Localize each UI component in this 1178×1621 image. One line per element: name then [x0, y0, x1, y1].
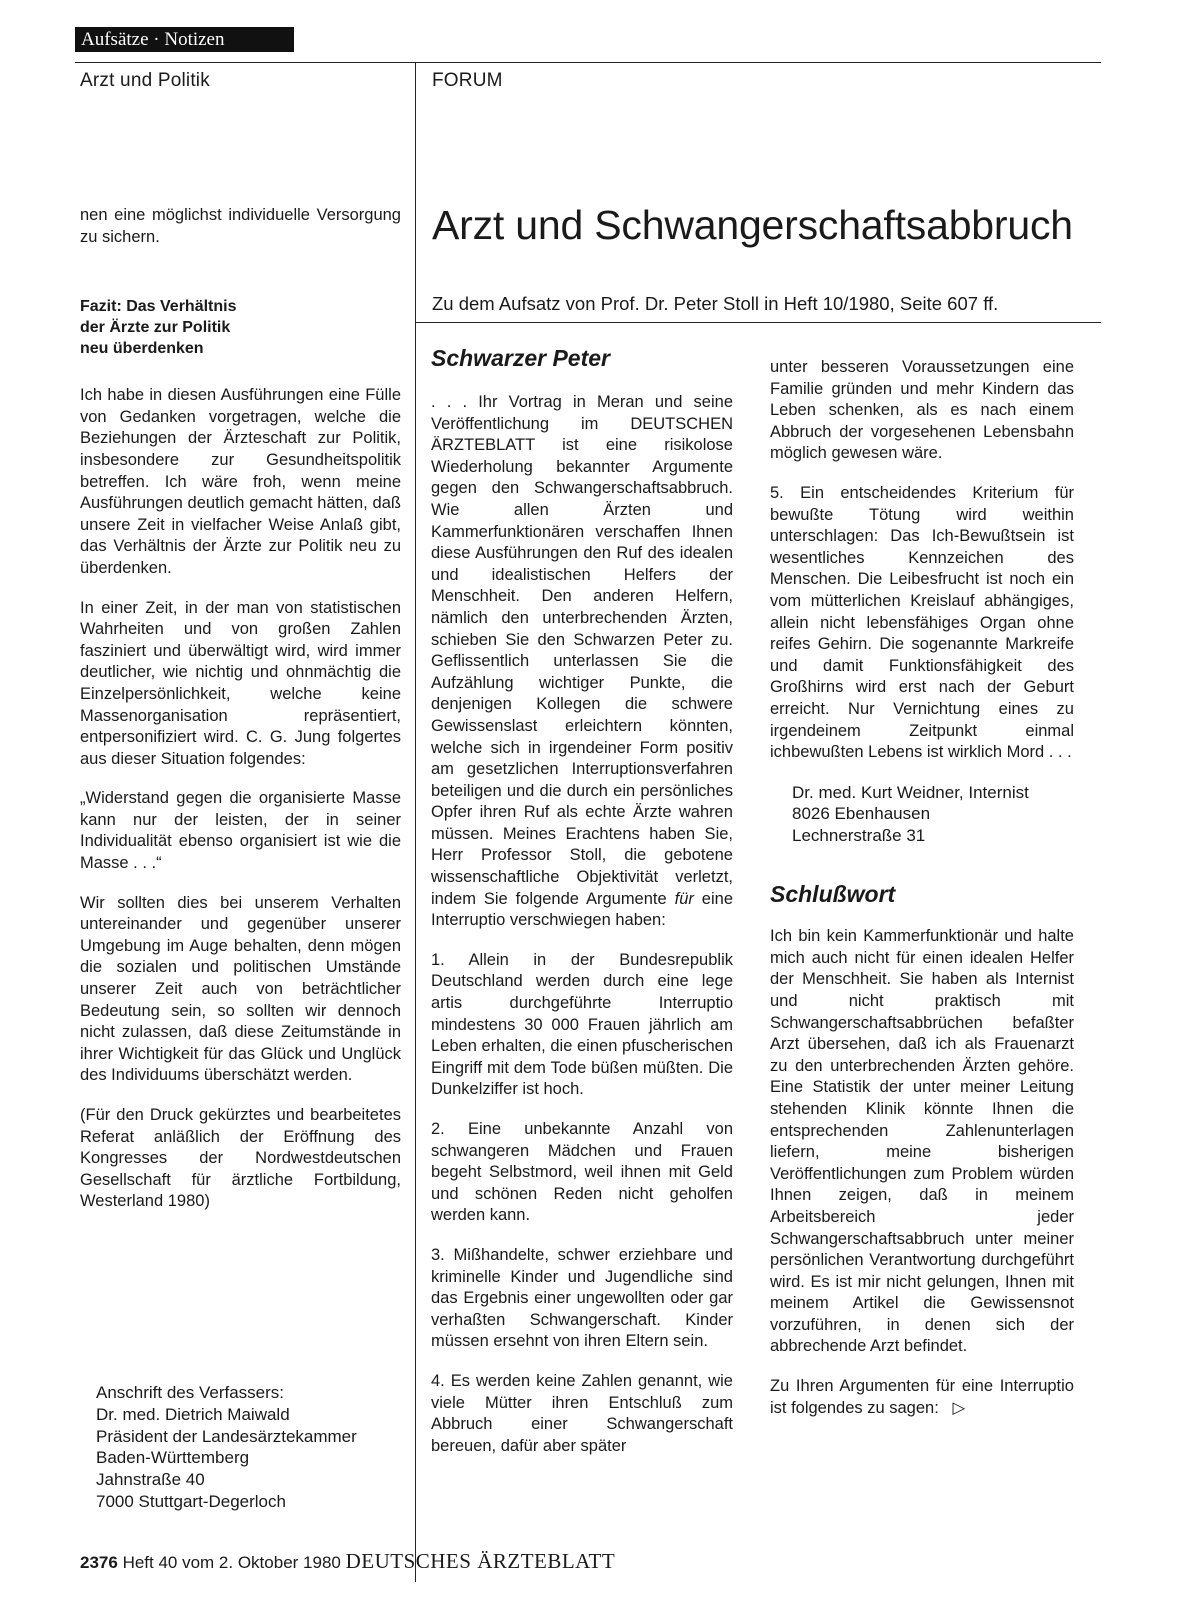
argument-point: 2. Eine unbekannte Anzahl von schwangeren Mädchen und Frauen begeht Selbstmord, weil ihnen mit Geld und schönen Reden nicht geholfen werden kann.	[431, 1120, 733, 1225]
paragraph: In einer Zeit, in der man von statistischen Wahrheiten und von großen Zahlen fasziniert und überwältigt wird, wird immer deutlicher, wie nichtig und ohnmächtig die Einzelpersönlichkeit, welche keine Massenorganisation repräsentiert, entpersonifiziert wird. C. G. Jung folgertes aus dieser Situation folgendes:	[80, 598, 401, 768]
issue-info: Heft 40 vom 2. Oktober 1980	[122, 1553, 341, 1572]
forum-title: Arzt und Schwangerschaftsabbruch	[432, 202, 1073, 248]
section-tag: Aufsätze · Notizen	[75, 27, 294, 52]
left-section-title: Arzt und Politik	[80, 70, 210, 91]
letter-continuation: unter besseren Voraussetzungen eine Familie gründen und mehr Kindern das Leben schenken, als es nach einem Abbruch der vorgesehenen Lebensbahn möglich gewesen wäre.	[770, 358, 1074, 463]
top-rule	[75, 62, 1101, 63]
forum-subtitle: Zu dem Aufsatz von Prof. Dr. Peter Stoll in Heft 10/1980, Seite 607 ff.	[432, 293, 999, 314]
argument-point: 3. Mißhandelte, schwer erziehbare und kriminelle Kinder und Jugendliche sind das Ergebnis einer ungewollten oder gar verhaßten Schwangerschaft. Kinder müssen ersehnt von ihren Eltern sein.	[431, 1245, 733, 1351]
reply-heading: Schlußwort	[770, 881, 896, 908]
editorial-note: (Für den Druck gekürztes und bearbeitetes Referat anläßlich der Eröffnung des Kongresses der Nordwestdeutschen Gesellschaft für ärztliche Fortbildung, Westerland 1980)	[80, 1106, 401, 1211]
column-divider	[415, 62, 416, 1582]
author-address: Anschrift des Verfassers: Dr. med. Dietrich Maiwald Präsident der Landesärztekammer Baden-Württemberg Jahnstraße 40 7000 Stuttgart-Degerloch	[96, 1383, 357, 1511]
reply-paragraph: Ich bin kein Kammerfunktionär und halte mich auch nicht für einen idealen Helfer der Menschheit. Sie haben als Internist und nicht praktisch mit Schwangerschaftsabbrüchen befaßter Arzt übersehen, daß ich als Frauenarzt zu den unterbrechenden Ärzten gehöre. Eine Statistik der unter meiner Leitung stehenden Klinik könnte Ihnen die entsprechenden Zahlenunterlagen liefern, meine bisherigen Veröffentlichungen zum Problem würden Ihnen zeigen, daß in meinem Arbeitsbereich jeder Schwangerschaftsabbruch unter meiner persönlichen Verantwortung durchgeführt wird. Es ist mir nicht gelungen, Ihnen mit meinem Artikel die Gewissensnot vorzuführen, in denen sich der abbrechende Arzt befindet.	[770, 927, 1074, 1356]
letter-heading: Schwarzer Peter	[431, 345, 610, 371]
jung-quote: „Widerstand gegen die organisierte Masse kann nur der leisten, der in seiner Individualität ebenso organisiert ist wie die Masse . . .“	[80, 789, 401, 873]
letter-signature: Dr. med. Kurt Weidner, Internist 8026 Ebenhausen Lechnerstraße 31	[792, 782, 1029, 845]
left-column	[80, 205, 401, 1231]
argument-point: 5. Ein entscheidendes Kriterium für bewußte Tötung wird weithin unterschlagen: Das Ich-Bewußtsein ist wesentliches Kennzeichen des Menschen. Die Leibesfrucht ist noch ein vom mütterlichen Kreislauf abhängiges, allein nicht lebensfähiges Organ ohne reifes Gehirn. Die sogenannte Markreife und damit Funktionsfähigkeit des Großhirns wird erst nach der Geburt erreicht. Nur Vernichtung eines zu irgendeinem Zeitpunkt einmal ichbewußten Lebens ist wirklich Mord . . .	[770, 483, 1074, 762]
argument-point: 1. Allein in der Bundesrepublik Deutschland werden durch eine lege artis durchgeführte Interruptio mindestens 30 000 Frauen jährlich am Leben erhalten, die einen pfuscherischen Eingriff mit dem Tode büßen müßten. Die Dunkelziffer ist hoch.	[431, 950, 733, 1099]
right-section-title: FORUM	[432, 70, 503, 91]
continuation-text: nen eine möglichst individuelle Versorgung zu sichern.	[80, 206, 401, 246]
conclusion-heading: Fazit: Das Verhältnis der Ärzte zur Politik neu überdenken	[80, 298, 237, 358]
journal-name: DEUTSCHES ÄRZTEBLATT	[345, 1549, 616, 1573]
page-number: 2376	[80, 1553, 118, 1572]
letter-paragraph: . . . Ihr Vortrag in Meran und seine Veröffentlichung im DEUTSCHEN ÄRZTEBLATT ist eine risikolose Wiederholung bekannter Argumente gegen den Schwangerschaftsabbruch. Wie allen Ärzten und Kammerfunktionären verschaffen Ihnen diese Ausführungen den Ruf des idealen und idealistischen Helfers der Menschheit. Den anderen Helfern, nämlich den unterbrechenden Ärzten, schieben Sie den Schwarzen Peter zu. Geflissentlich unterlassen Sie die Aufzählung wichtiger Punkte, die denjenigen Kollegen die schwere Gewissenslast erleichtern könnten, welche sich in irgendeiner Form positiv am gesetzlichen Interruptionsverfahren beteiligen und die durch ein persönliches Opfer ihren Ruf als echte Ärzte wahren müssen. Meines Erachtens haben Sie, Herr Professor Stoll, die gebotene wissenschaftliche Objektivität verletzt, indem Sie folgende Argumente für eine Interruptio verschwiegen haben:	[431, 393, 733, 930]
argument-point: 4. Es werden keine Zahlen genannt, wie viele Mütter ihren Entschluß zum Abbruch einer Schwangerschaft bereuen, dafür aber später	[431, 1371, 733, 1455]
forum-subtitle-rule	[415, 322, 1101, 323]
right-column	[770, 357, 1074, 1437]
page-footer	[80, 1549, 615, 1574]
reply-paragraph: Zu Ihren Argumenten für eine Interruptio ist folgendes zu sagen: ▷	[770, 1377, 1074, 1417]
continue-arrow-icon: ▷	[952, 1398, 966, 1417]
paragraph: Wir sollten dies bei unserem Verhalten untereinander und gegenüber unserer Umgebung im Auge behalten, denn mögen die sozialen und politischen Umstände unserer Zeit auch von beträchtlicher Bedeutung sein, so sollten wir dennoch nicht zulassen, daß diese Zeitumstände in ihrer Wichtigkeit für das Glück und Unglück des Individuums überschätzt werden.	[80, 893, 401, 1085]
middle-column	[431, 392, 733, 1475]
paragraph: Ich habe in diesen Ausführungen eine Fülle von Gedanken vorgetragen, welche die Beziehungen der Ärzteschaft zur Politik, insbesondere zur Gesundheitspolitik betreffen. Ich wäre froh, wenn meine Ausführungen deutlich gemacht hätten, daß unsere Zeit in vielfacher Weise Anlaß gibt, das Verhältnis der Ärzte zur Politik neu zu überdenken.	[80, 386, 401, 577]
